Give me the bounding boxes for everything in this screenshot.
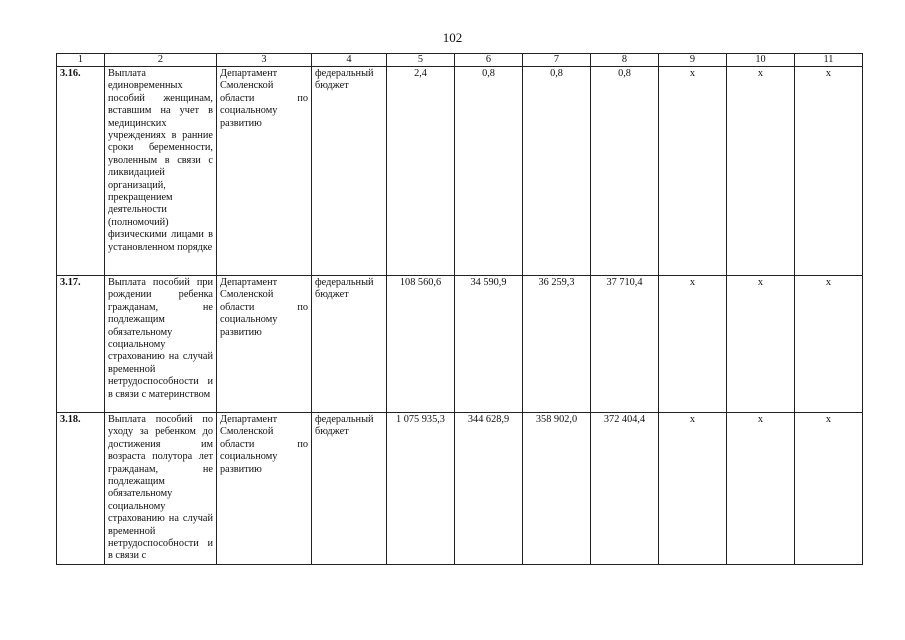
year-3-value: 37 710,4 (591, 276, 659, 413)
page-number: 102 (442, 30, 463, 45)
measure-name: Выплата пособий при рождении ребенка гражданам, не подлежащим обязательному социальному страхованию на случай временной нетрудоспособности и в связи с материнством (105, 276, 217, 413)
column-header: 11 (795, 54, 863, 67)
column-header: 2 (105, 54, 217, 67)
year-3-value: 372 404,4 (591, 413, 659, 565)
responsible-department: Департамент Смоленской области по социальному развитию (217, 413, 312, 565)
row-number: 3.16. (57, 67, 105, 276)
total-value: 1 075 935,3 (387, 413, 455, 565)
budget-table (56, 53, 863, 565)
column-header: 6 (455, 54, 523, 67)
responsible-department: Департамент Смоленской области по социальному развитию (217, 67, 312, 276)
column-10-value: х (727, 276, 795, 413)
column-11-value: х (795, 276, 863, 413)
row-number: 3.18. (57, 413, 105, 565)
column-header: 9 (659, 54, 727, 67)
year-1-value: 0,8 (455, 67, 523, 276)
funding-source: федеральный бюджет (312, 413, 387, 565)
column-9-value: х (659, 413, 727, 565)
column-11-value: х (795, 67, 863, 276)
row-number: 3.17. (57, 276, 105, 413)
column-11-value: х (795, 413, 863, 565)
year-2-value: 0,8 (523, 67, 591, 276)
column-10-value: х (727, 67, 795, 276)
funding-source: федеральный бюджет (312, 276, 387, 413)
column-header: 1 (57, 54, 105, 67)
funding-source: федеральный бюджет (312, 67, 387, 276)
column-header: 10 (727, 54, 795, 67)
year-3-value: 0,8 (591, 67, 659, 276)
table-row (57, 413, 863, 565)
total-value: 2,4 (387, 67, 455, 276)
year-1-value: 34 590,9 (455, 276, 523, 413)
year-2-value: 36 259,3 (523, 276, 591, 413)
column-9-value: х (659, 276, 727, 413)
header-row (57, 54, 863, 67)
year-2-value: 358 902,0 (523, 413, 591, 565)
column-header: 8 (591, 54, 659, 67)
column-header: 3 (217, 54, 312, 67)
column-10-value: х (727, 413, 795, 565)
measure-name: Выплата пособий по уходу за ребенком до достижения им возраста полутора лет гражданам, не подлежащим обязательному социальному страхованию на случай временной нетрудоспособности и в связи с (105, 413, 217, 565)
measure-name: Выплата единовременных пособий женщинам, вставшим на учет в медицинских учреждениях в ранние сроки беременности, уволенным в связи с ликвидацией организаций, прекращением деятельности (полномочий) физическими лицами в установленном порядке (105, 67, 217, 276)
table-row (57, 276, 863, 413)
column-header: 7 (523, 54, 591, 67)
column-9-value: х (659, 67, 727, 276)
responsible-department: Департамент Смоленской области по социальному развитию (217, 276, 312, 413)
total-value: 108 560,6 (387, 276, 455, 413)
table-row (57, 67, 863, 276)
column-header: 5 (387, 54, 455, 67)
column-header: 4 (312, 54, 387, 67)
year-1-value: 344 628,9 (455, 413, 523, 565)
